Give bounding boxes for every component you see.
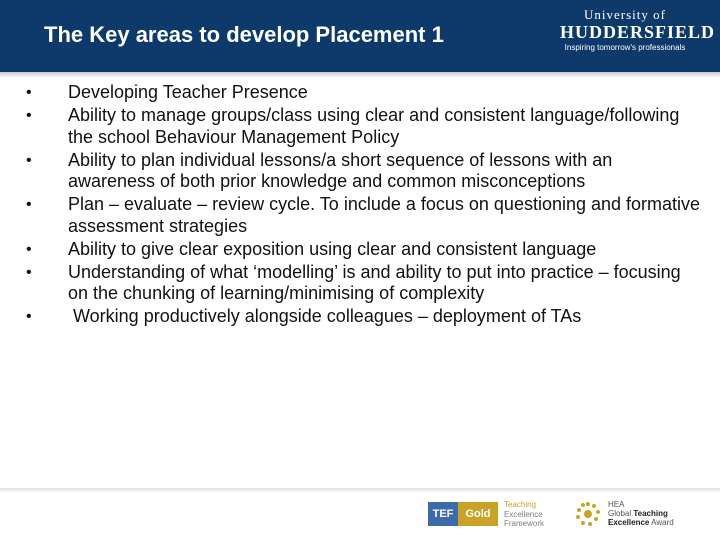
list-item: • Working productively alongside colleagues – deployment of TAs bbox=[26, 306, 582, 326]
list-item: • Ability to plan individual lessons/a short sequence of lessons with an awareness of both prior knowledge and common misconceptions bbox=[26, 149, 613, 191]
bullet-icon: • bbox=[26, 240, 32, 258]
hea-caption: HEA Global Teaching Excellence Award bbox=[608, 500, 674, 527]
logo-tagline: Inspiring tomorrow's professionals bbox=[564, 43, 686, 52]
bullet-icon: • bbox=[26, 308, 32, 325]
bullet-icon: • bbox=[26, 263, 32, 281]
header-bar bbox=[0, 0, 720, 72]
list-item: • Ability to manage groups/class using clear and consistent language/following the school Behaviour Management Policy bbox=[26, 105, 680, 147]
bullet-icon: • bbox=[26, 196, 32, 213]
bullet-icon: • bbox=[26, 151, 32, 169]
bullet-icon: • bbox=[26, 84, 32, 101]
list-item: • Ability to give clear exposition using clear and consistent language bbox=[26, 238, 597, 259]
university-logo bbox=[560, 7, 716, 58]
tef-label: TEF bbox=[428, 502, 458, 526]
list-item: • Developing Teacher Presence bbox=[26, 82, 308, 102]
slide-title: The Key areas to develop Placement 1 bbox=[44, 22, 444, 47]
list-item: • Understanding of what ‘modelling’ is and ability to put into practice – focusing on the chunking of learning/minimising of complexity bbox=[26, 261, 681, 303]
list-item: • Plan – evaluate – review cycle. To include a focus on questioning and formative assessment strategies bbox=[26, 194, 701, 236]
header-shadow bbox=[0, 72, 720, 78]
gold-label: Gold bbox=[458, 502, 498, 526]
bullet-list bbox=[24, 82, 704, 329]
tef-caption: Teaching Excellence Framework bbox=[504, 500, 545, 528]
hea-star-icon bbox=[572, 498, 604, 530]
footer-divider bbox=[0, 488, 720, 493]
hea-award-badge bbox=[572, 498, 712, 530]
bullet-icon: • bbox=[26, 107, 32, 124]
logo-line-2: HUDDERSFIELD bbox=[560, 22, 716, 42]
logo-line-1: University of bbox=[584, 7, 666, 22]
